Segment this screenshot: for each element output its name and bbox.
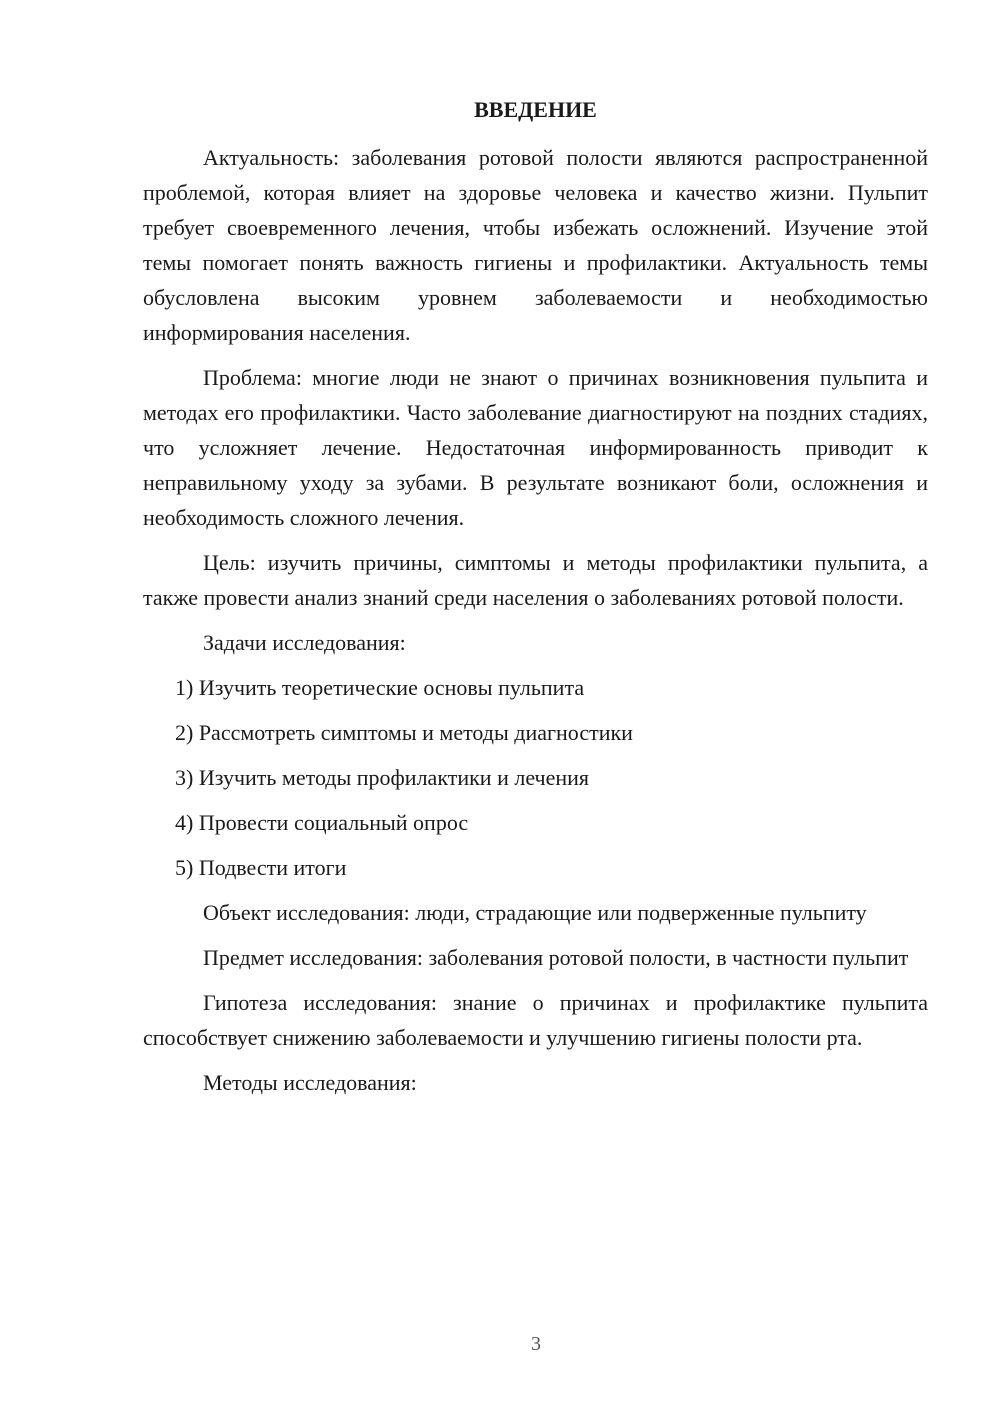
subject-paragraph: Предмет исследования: заболевания ротовой полости, в частности пульпит [203, 945, 909, 970]
problem-paragraph: Проблема: многие люди не знают о причинах возникновения пульпита и методах его профилактики. Часто заболевание диагностируют на поздних стадиях, что усложняет лечение. Недостаточная информированность приводит к неправильному уходу за зубами. В результате возникают боли, осложнения и необходимость сложного лечения. [143, 365, 928, 530]
list-item: 2) Рассмотреть симптомы и методы диагностики [175, 720, 633, 745]
page-number: 3 [531, 1333, 541, 1355]
list-item: 3) Изучить методы профилактики и лечения [175, 765, 590, 790]
list-item: 4) Провести социальный опрос [175, 810, 469, 835]
task-list [143, 670, 928, 885]
goal-paragraph: Цель: изучить причины, симптомы и методы профилактики пульпита, а также провести анализ знаний среди населения о заболеваниях ротовой полости. [143, 550, 928, 610]
object-paragraph: Объект исследования: люди, страдающие или подверженные пульпиту [203, 900, 867, 925]
hypothesis-paragraph: Гипотеза исследования: знание о причинах и профилактике пульпита способствует снижению заболеваемости и улучшению гигиены полости рта. [143, 990, 928, 1050]
list-item: 1) Изучить теоретические основы пульпита [175, 675, 585, 700]
methods-heading: Методы исследования: [203, 1070, 417, 1095]
relevance-paragraph: Актуальность: заболевания ротовой полости являются распространенной проблемой, которая влияет на здоровье человека и качество жизни. Пульпит требует своевременного лечения, чтобы избежать осложнений. Изучение этой темы помогает понять важность гигиены и профилактики. Актуальность темы обусловлена высоким уровнем заболеваемости и необходимостью информирования населения. [143, 145, 928, 345]
document-page [143, 92, 928, 1110]
list-item: 5) Подвести итоги [175, 855, 347, 880]
section-title: ВВЕДЕНИЕ [474, 97, 597, 122]
tasks-heading: Задачи исследования: [203, 630, 406, 655]
